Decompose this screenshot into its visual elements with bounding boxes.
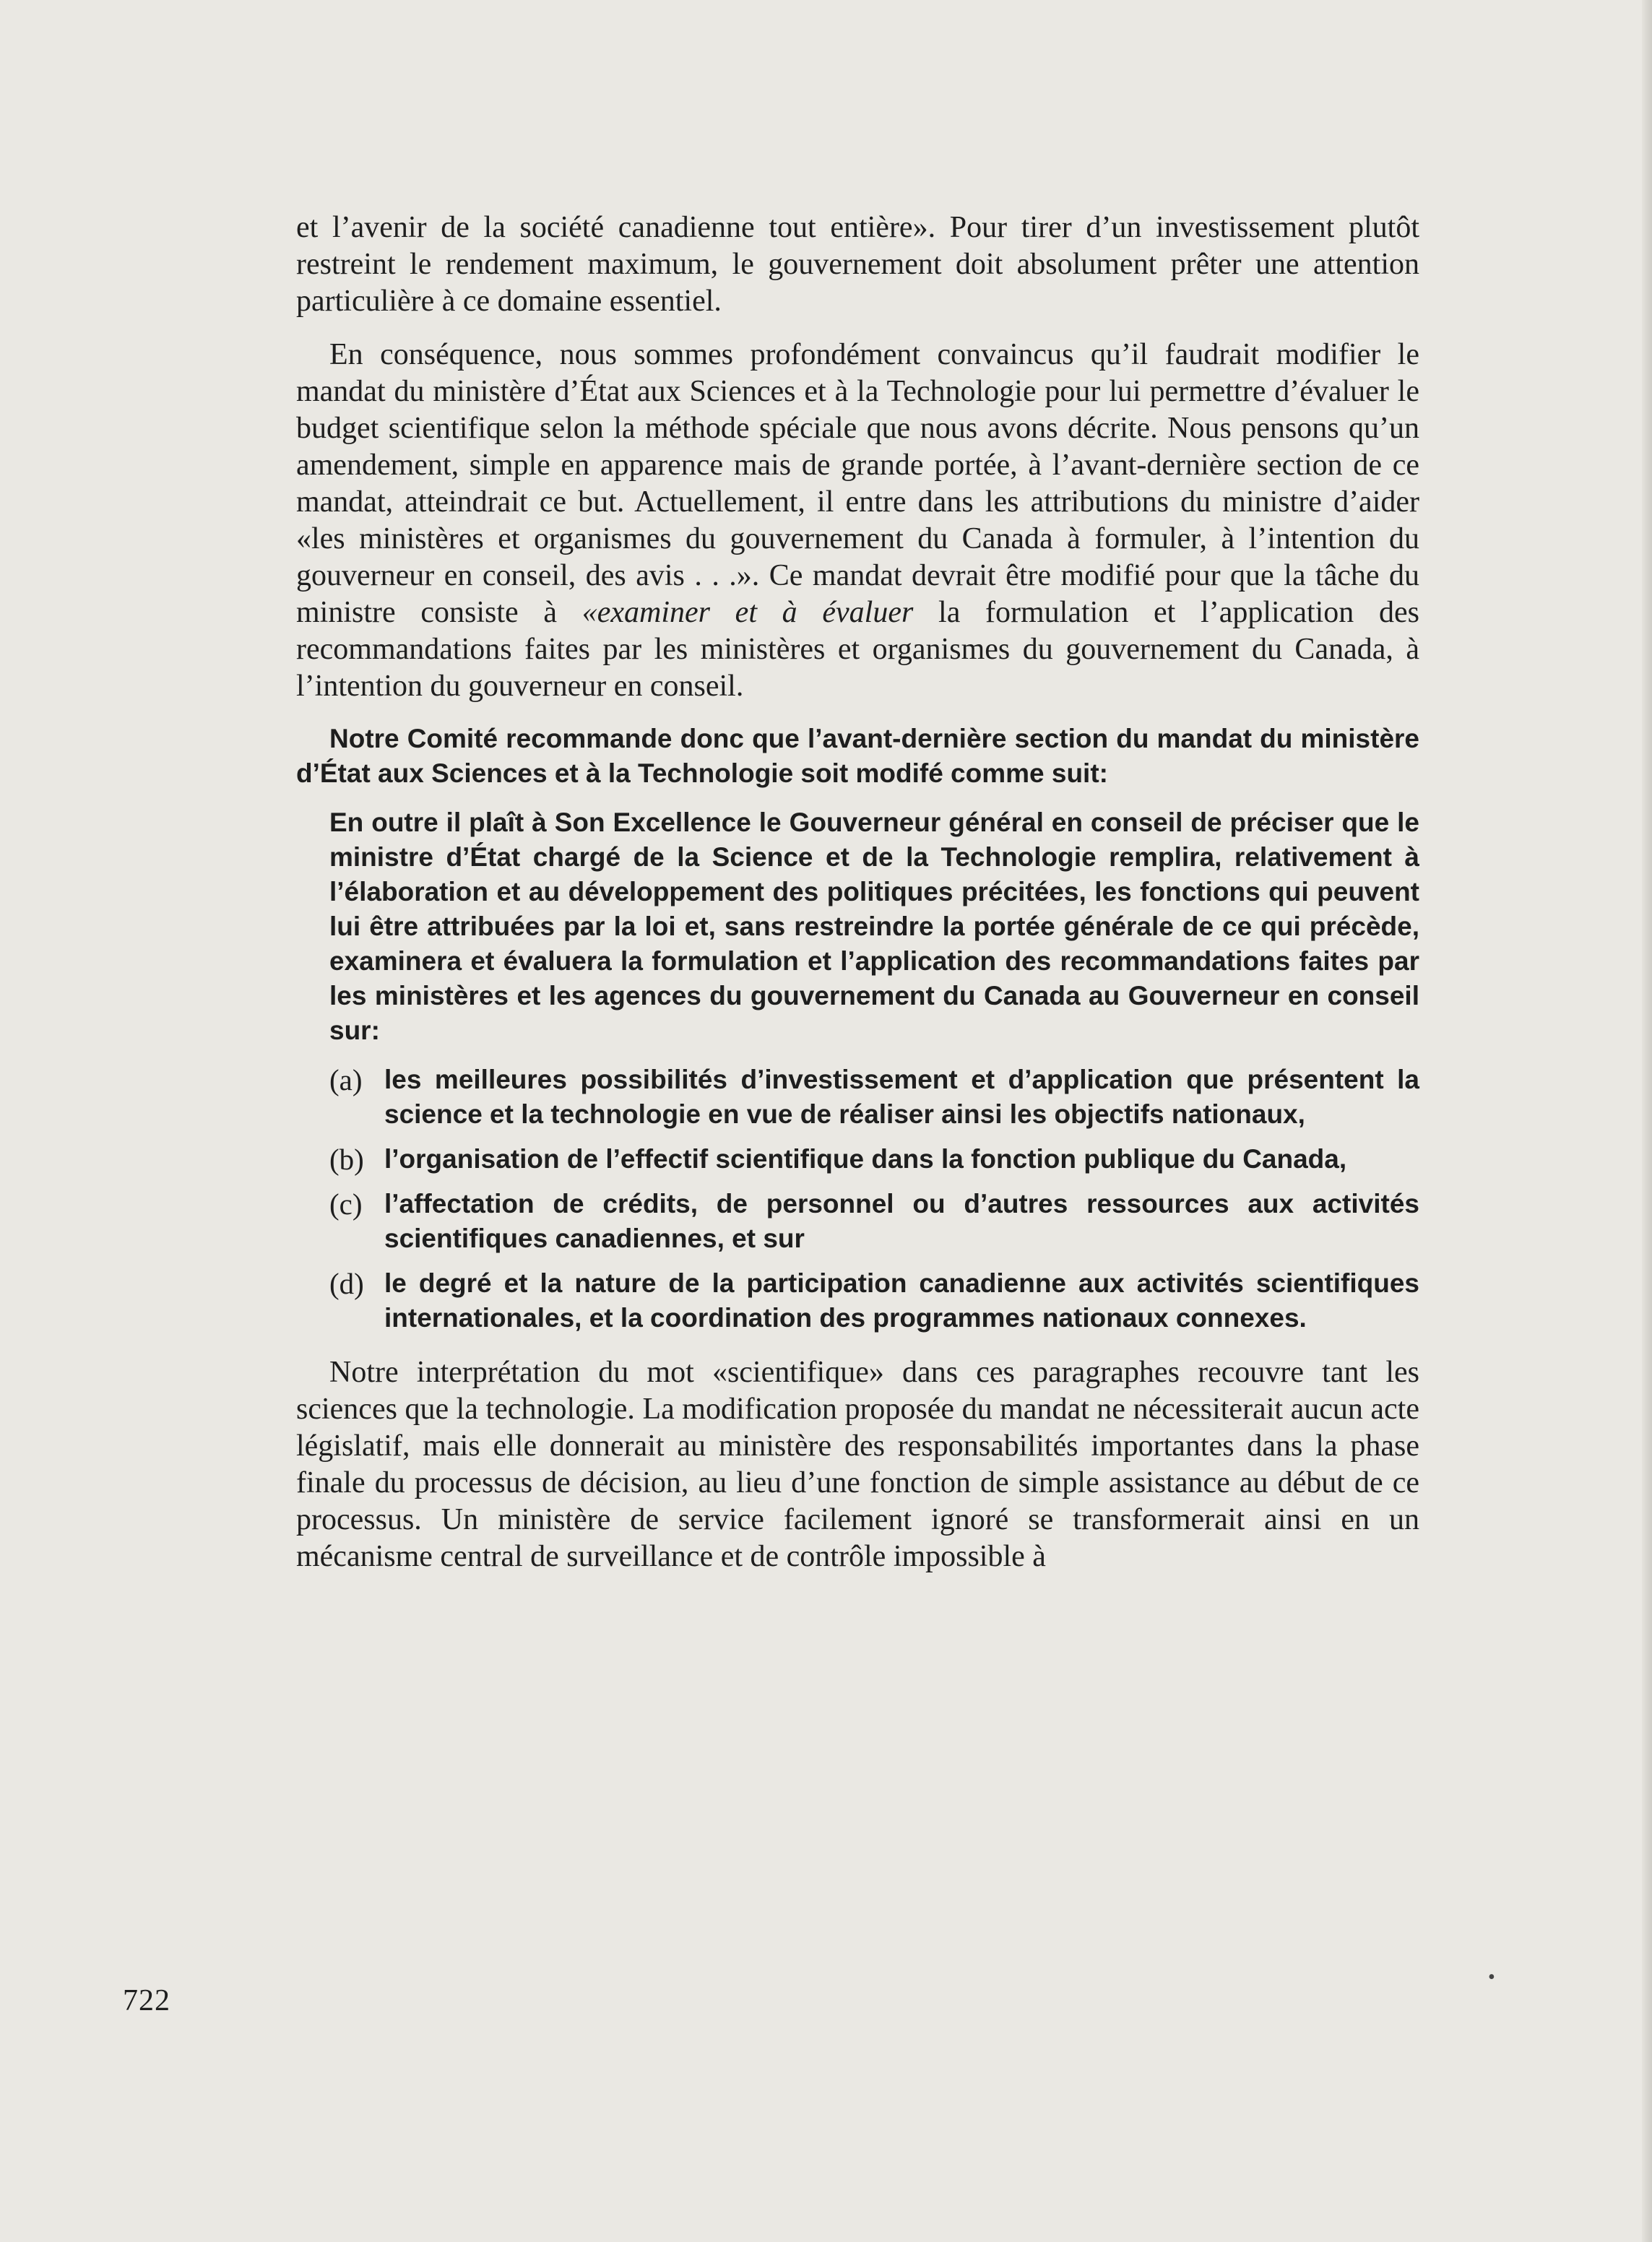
list-marker: (d) — [329, 1267, 364, 1300]
recommendation-intro: Notre Comité recommande donc que l’avant-dernière section du mandat du ministère d’État aux Sciences et à la Technologie soit modifé comme suit: — [296, 724, 1419, 788]
paragraph-mandate-end: la formulation et l’application des recommandations faites par les ministères et organismes du gouvernement du Canada, à l’intention du gouverneur en conseil. — [296, 596, 1419, 703]
list-item-text: le degré et la nature de la participation canadienne aux activités scientifiques internationales, et la coordination des programmes nationaux connexes. — [384, 1268, 1419, 1333]
recommendation-list — [329, 1062, 1419, 1336]
list-item — [329, 1142, 1419, 1177]
list-marker: (b) — [329, 1143, 364, 1176]
page-content — [296, 209, 1419, 1592]
list-item — [329, 1187, 1419, 1256]
list-item-text: les meilleures possibilités d’investissement et d’application que présentent la science et la technologie en vue de réaliser ainsi les objectifs nationaux, — [384, 1065, 1419, 1129]
italic-phrase: «examiner et à évaluer — [581, 596, 914, 629]
list-item — [329, 1266, 1419, 1336]
list-marker: (c) — [329, 1187, 363, 1221]
paragraph-continuation: et l’avenir de la société canadienne tout entière». Pour tirer d’un investissement plutôt restreint le rendement maximum, le gouvernement doit absolument prêter une attention particulière à ce domaine essentiel. — [296, 211, 1419, 318]
ink-speck: • — [1488, 1966, 1495, 1988]
paragraph-mandate-text: En conséquence, nous sommes profondément convaincus qu’il faudrait modifier le mandat du ministère d’État aux Sciences et à la Technologie pour lui permettre d’évaluer le budget scientifique selon la méthode spéciale que nous avons décrite. Nous pensons qu’un amendement, simple en apparence mais de grande portée, à l’avant-dernière section de ce mandat, atteindrait ce but. Actuellement, il entre dans les attributions du ministre d’aider «les ministères et organismes du gouvernement du Canada à formuler, à l’intention du gouverneur en conseil, des avis . . .». Ce mandat devrait être modifié pour que la tâche du ministre consiste à — [296, 338, 1419, 629]
paragraph-closing: Notre interprétation du mot «scientifique» dans ces paragraphes recouvre tant les sciences que la technologie. La modification proposée du mandat ne nécessiterait aucun acte législatif, mais elle donnerait au ministère des responsabilités importantes dans la phase finale du processus de décision, au lieu d’une fonction de simple assistance au début de ce processus. Un ministère de service facilement ignoré se transformerait ainsi en un mécanisme central de surveillance et de contrôle impossible à — [296, 1356, 1419, 1573]
page-number: 722 — [123, 1984, 170, 2017]
list-item — [329, 1062, 1419, 1132]
recommendation-text: En outre il plaît à Son Excellence le Gouverneur général en conseil de préciser que le ministre d’État chargé de la Science et de la Technologie remplira, relativement à l’élaboration et au développement des politiques précitées, les fonctions qui peuvent lui être attribuées par la loi et, sans restreindre la portée générale de ce qui précède, examinera et évaluera la formulation et l’application des recommandations faites par les ministères et les agences du gouvernement du Canada au Gouverneur en conseil sur: — [329, 808, 1419, 1045]
page-edge — [1642, 0, 1652, 2242]
list-item-text: l’affectation de crédits, de personnel ou d’autres ressources aux activités scientifiques canadiennes, et sur — [384, 1189, 1419, 1253]
list-item-text: l’organisation de l’effectif scientifique dans la fonction publique du Canada, — [384, 1144, 1347, 1174]
paragraph-mandate — [296, 337, 1419, 705]
list-marker: (a) — [329, 1063, 363, 1096]
